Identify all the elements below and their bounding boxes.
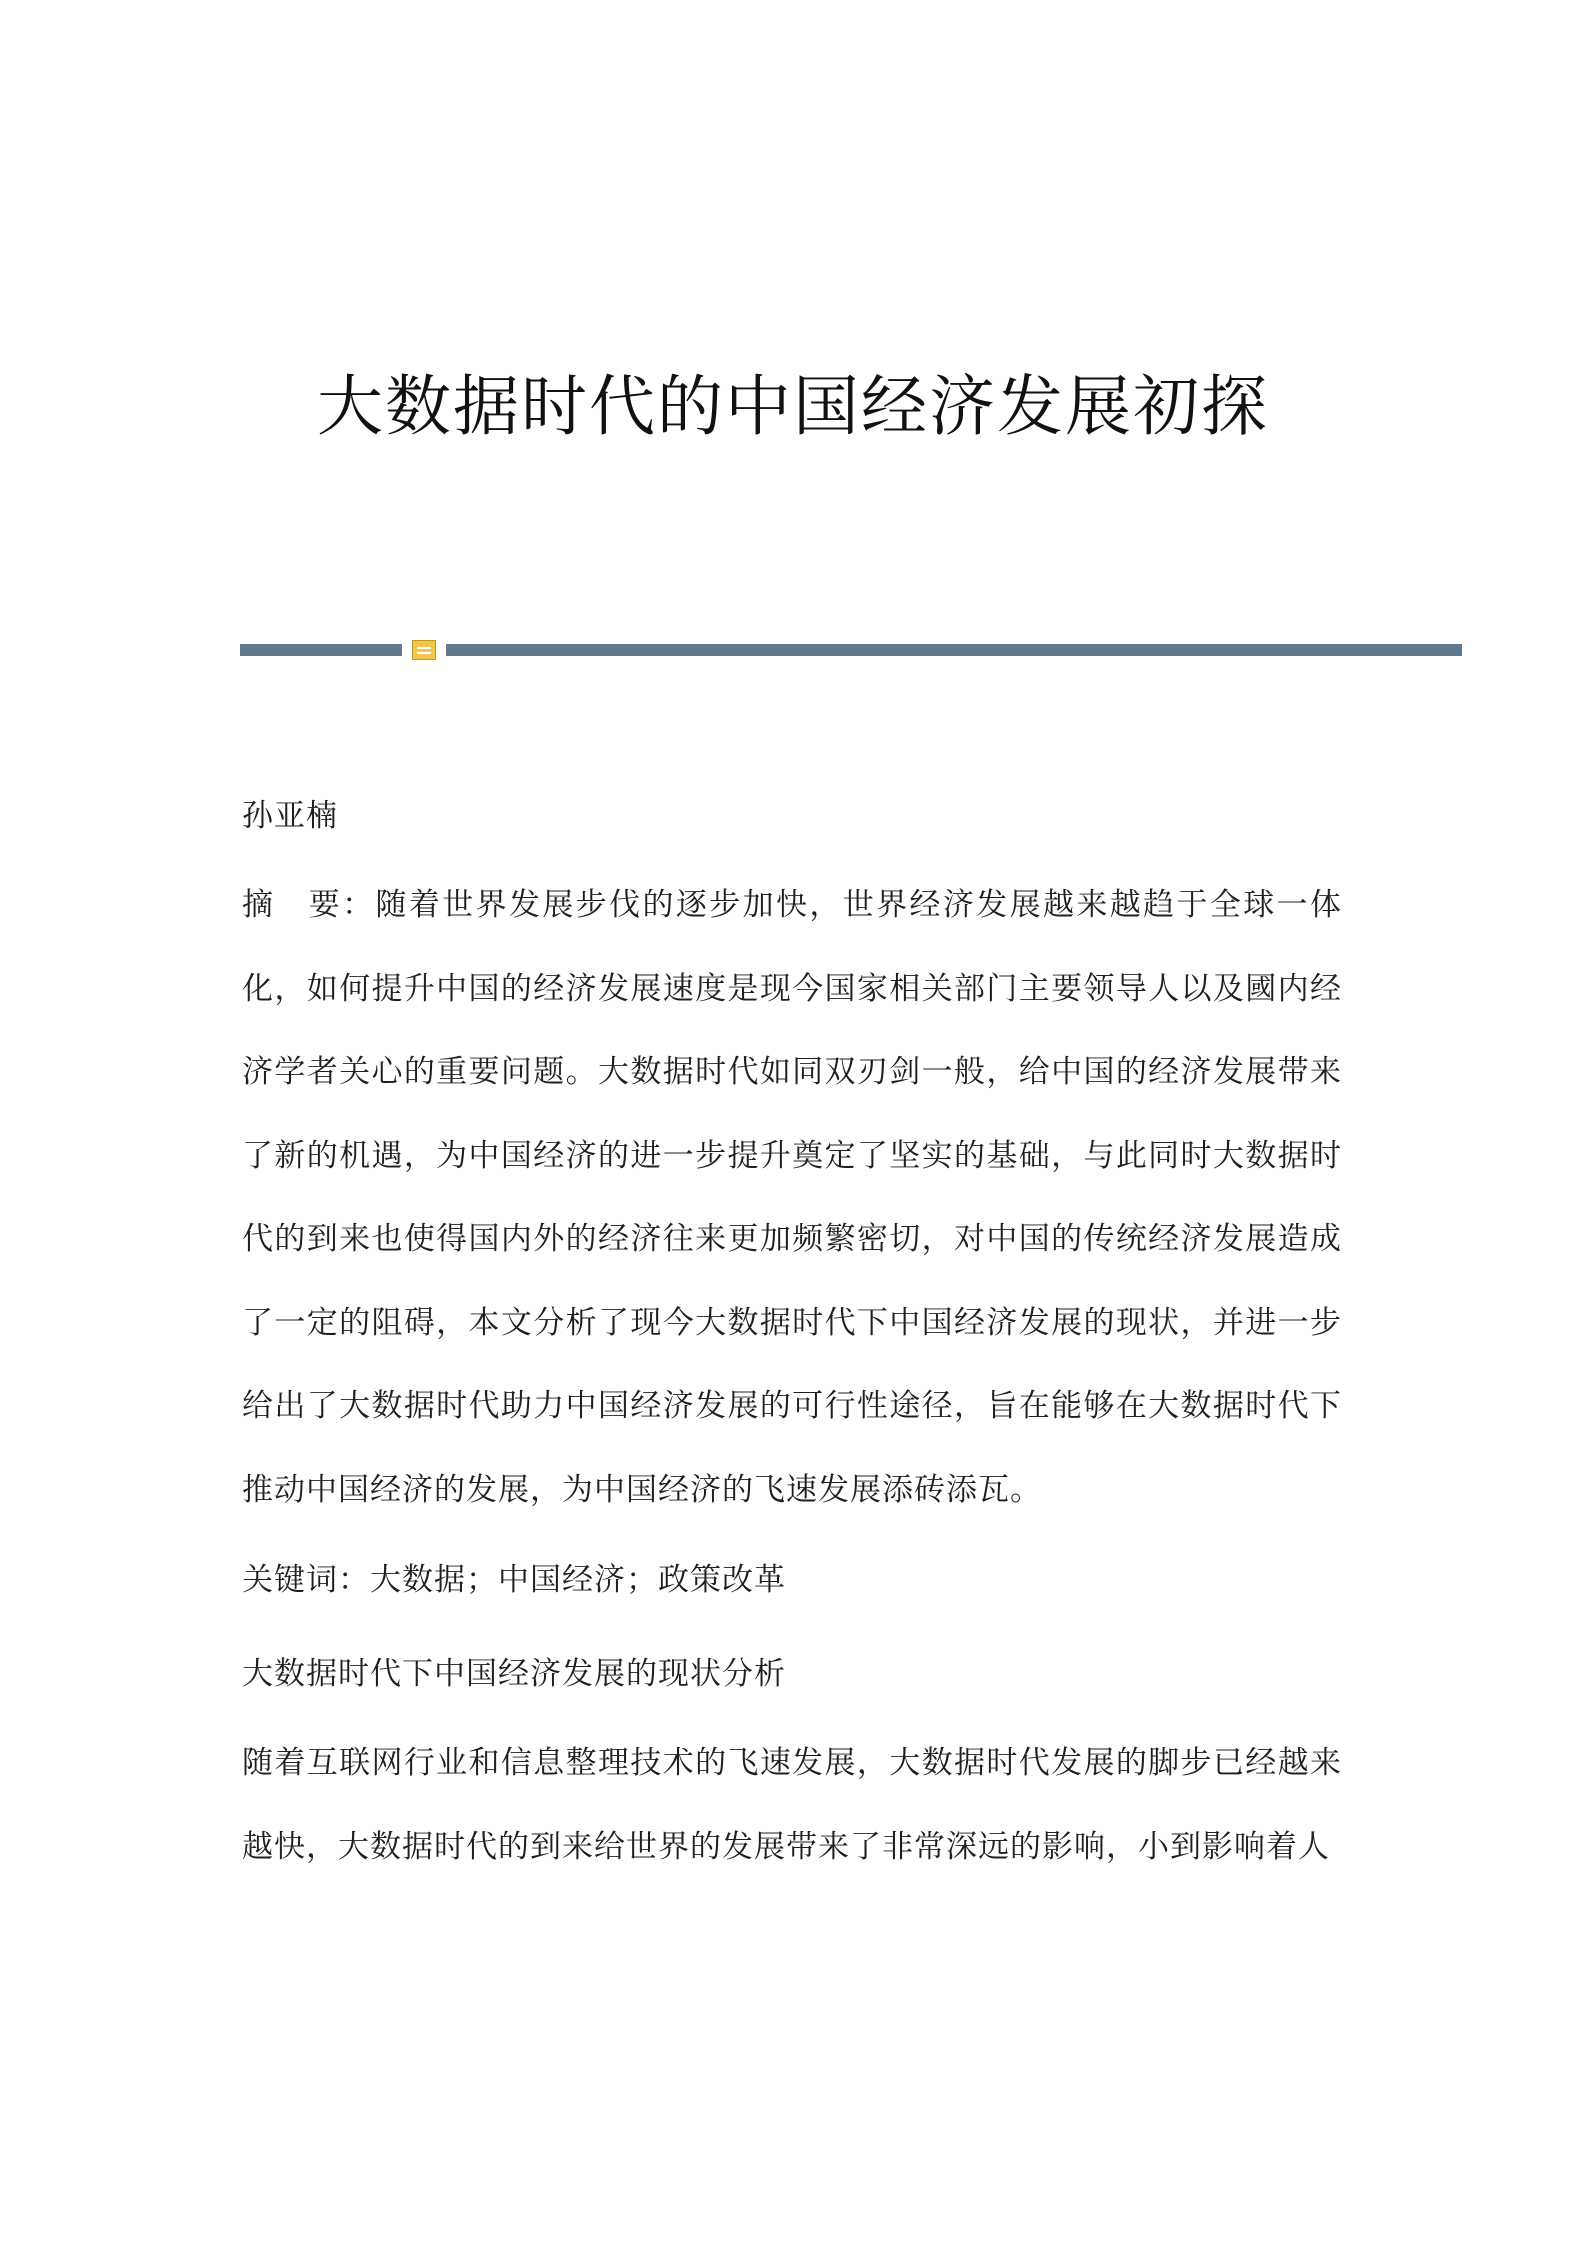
author-name: 孙亚楠 — [242, 798, 338, 834]
document-body — [242, 796, 1342, 1889]
title-divider — [240, 640, 1462, 660]
divider-emblem-icon — [412, 640, 436, 660]
document-title: 大数据时代的中国经济发展初探 — [317, 368, 1269, 445]
keywords-line: 关键词：大数据；中国经济；政策改革 — [242, 1562, 786, 1598]
section-heading: 大数据时代下中国经济发展的现状分析 — [242, 1656, 786, 1692]
divider-bar-left — [240, 644, 402, 656]
abstract-paragraph: 摘 要：随着世界发展步伐的逐步加快，世界经济发展越来越趋于全球一体化，如何提升中国的经济发展速度是现今国家相关部门主要领导人以及國内经济学者关心的重要问题。大数据时代如同双刃剑一般，给中国的经济发展带来了新的机遇，为中国经济的进一步提升奠定了坚实的基础，与此同时大数据时代的到来也使得国内外的经济往来更加频繁密切，对中国的传统经济发展造成了一定的阻碍，本文分析了现今大数据时代下中国经济发展的现状，并进一步给出了大数据时代助力中国经济发展的可行性途径，旨在能够在大数据时代下推动中国经济的发展，为中国经济的飞速发展添砖添瓦。 — [242, 887, 1342, 1508]
body-paragraph: 随着互联网行业和信息整理技术的飞速发展，大数据时代发展的脚步已经越来越快，大数据时代的到来给世界的发展带来了非常深远的影响，小到影响着人 — [242, 1745, 1342, 1865]
divider-bar-right — [446, 644, 1462, 656]
